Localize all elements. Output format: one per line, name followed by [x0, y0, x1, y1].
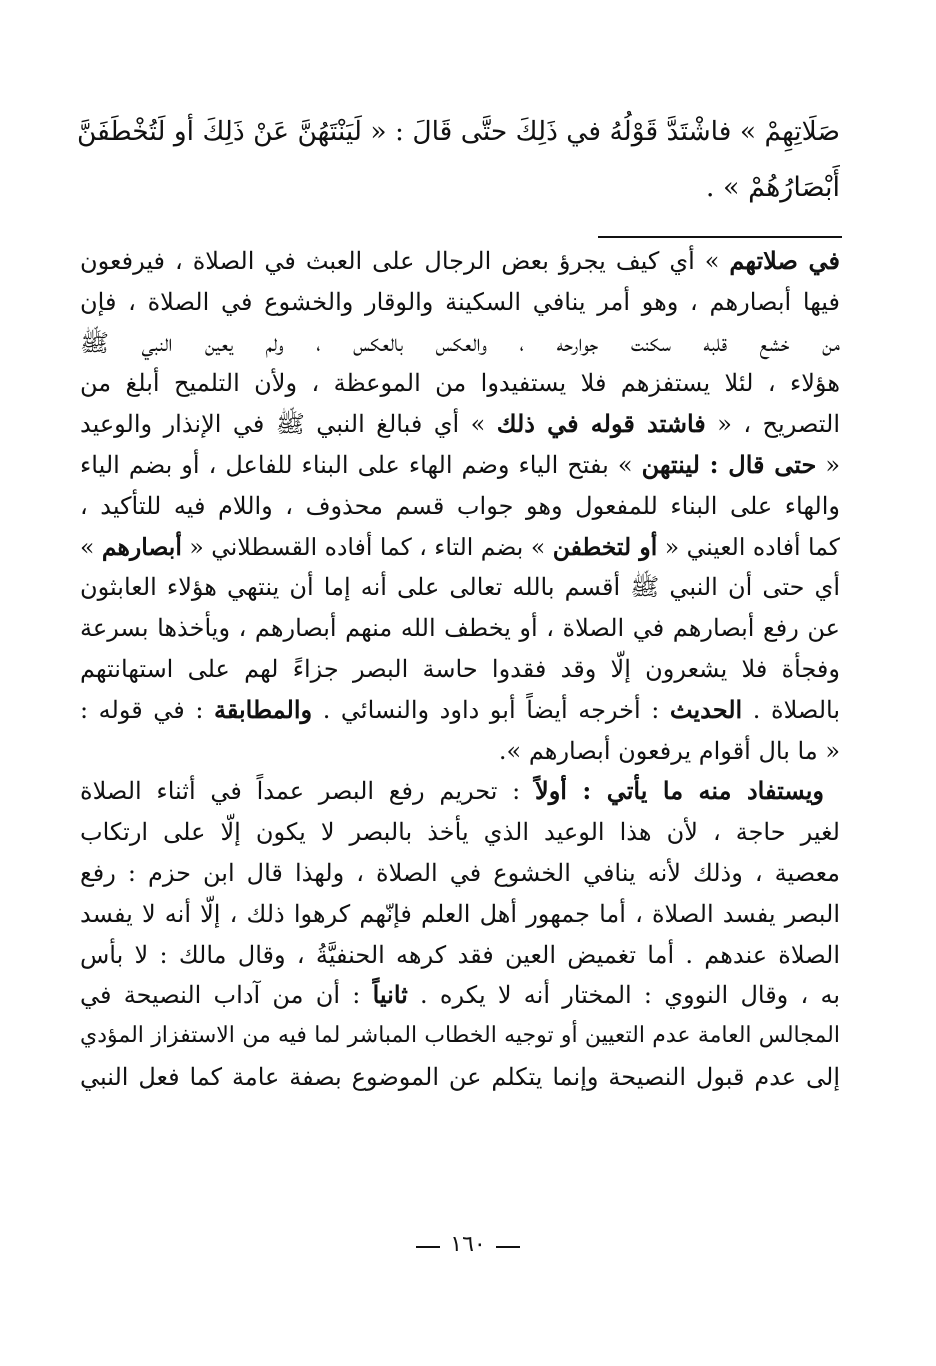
text-line: [80, 486, 840, 527]
text-line: [80, 527, 840, 568]
text-line: [80, 812, 840, 853]
section-divider: [598, 236, 842, 238]
text-segment: : أن من آداب النصيحة في: [80, 981, 373, 1010]
text-segment: البصر يفسد الصلاة ، أما جمهور أهل العلم فإنّهم كرهوا ذلك ، إلّا أنه لا يفسد: [80, 899, 840, 928]
text-line: [80, 731, 840, 772]
text-line: [80, 1057, 840, 1098]
text-segment: لغير حاجة ، لأن هذا الوعيد الذي يأخذ بالبصر لا يكون إلّا على ارتكاب: [80, 818, 840, 847]
text-line: [80, 608, 840, 649]
text-line: [80, 241, 840, 282]
text-segment: التصريح ، «: [705, 410, 840, 439]
text-line: [80, 1016, 840, 1057]
text-segment: » أي فبالغ النبي ﷺ في الإنذار والوعيد: [80, 410, 497, 439]
hadith-line: أَبْصَارُهُمْ » .: [705, 172, 840, 203]
bold-term: ويستفاد منه ما يأتي : أولاً: [535, 776, 825, 806]
text-line: [80, 445, 840, 486]
page-number: ١٦٠: [450, 1232, 486, 1257]
text-segment: فيها أبصارهم ، وهو أمر ينافي السكينة والوقار والخشوع في الصلاة ، فإن: [80, 287, 840, 316]
bold-term: فاشتد قوله في ذلك: [496, 409, 706, 439]
text-line: [80, 894, 840, 935]
hadith-text: [70, 104, 840, 216]
text-segment: عن رفع أبصارهم في الصلاة ، أو يخطف الله منهم أبصارهم ، ويأخذها بسرعة: [80, 614, 840, 643]
text-segment: كما أفاده العيني «: [657, 532, 840, 561]
text-segment: المجالس العامة عدم التعيين أو توجيه الخطاب المباشر لما فيه من الاستفزاز المؤدي: [80, 1023, 840, 1049]
bold-term: ثانياً: [372, 980, 408, 1010]
text-line: [80, 975, 840, 1016]
footer-dash: [416, 1246, 440, 1248]
text-segment: أي حتى أن النبي ﷺ أقسم بالله تعالى على أنه إما أن ينتهي هؤلاء العابثون: [80, 573, 840, 602]
text-segment: «: [816, 450, 840, 479]
text-segment: من خشع قلبه سكنت جوارحه ، والعكس بالعكس ، ولم يعين النبي ﷺ: [80, 328, 840, 357]
text-segment: » أي كيف يجرؤ بعض الرجال على العبث في الصلاة ، فيرفعون: [80, 247, 730, 275]
text-segment: » بضم التاء ، كما أفاده القسطلاني «: [181, 532, 553, 561]
text-segment: وفجأة فلا يشعرون إلّا وقد فقدوا حاسة البصر جزاءً لهم على استهانتهم: [80, 654, 840, 683]
page-footer: [0, 1230, 936, 1260]
text-line: [80, 649, 840, 690]
text-segment: الصلاة عندهم . أما تغميض العين فقد كرهه الحنفيَّةُ ، وقال مالك : لا بأس: [80, 940, 840, 969]
text-segment: هؤلاء ، لئلا يستفزهم فلا يستفيدوا من الموعظة ، ولأن التلميح أبلغ من: [80, 369, 840, 398]
text-segment: معصية ، وذلك لأنه ينافي الخشوع في الصلاة ، ولهذا قال ابن حزم : رفع: [80, 858, 840, 887]
text-line: [80, 282, 840, 323]
footer-dash: [496, 1246, 520, 1248]
bold-term: والمطابقة: [213, 694, 313, 724]
text-segment: » بفتح الياء وضم الهاء على البناء للفاعل ، أو بضم الياء: [80, 450, 642, 479]
text-line: [80, 771, 840, 812]
text-segment: »: [80, 532, 102, 561]
bold-term: الحديث: [669, 694, 743, 724]
text-line: [80, 323, 840, 364]
bold-term: أبصارهم: [101, 532, 182, 561]
bold-term: حتى قال : لينتهن: [641, 449, 817, 479]
text-segment: : أخرجه أيضاً أبو داود والنسائي .: [312, 695, 670, 724]
text-line: [80, 853, 840, 894]
text-line: [80, 690, 840, 731]
text-segment: والهاء على البناء للمفعول وهو جواب قسم محذوف ، واللام فيه للتأكيد ،: [80, 491, 840, 520]
text-segment: : تحريم رفع البصر عمداً في أثناء الصلاة: [80, 777, 535, 806]
text-segment: بالصلاة .: [742, 695, 840, 724]
text-line: [80, 567, 840, 608]
hadith-line: صَلَاتِهِمْ » فاشْتَدَّ قَوْلُهُ في ذَلِكَ حتَّى قَالَ : « لَيَنْتَهُنَّ عَنْ ذَلِكَ أو لَتُخْطَفَنَّ: [76, 116, 840, 147]
commentary-text: [80, 241, 840, 1098]
text-segment: « ما بال أقوام يرفعون أبصارهم ».: [498, 736, 840, 765]
text-line: [80, 363, 840, 404]
text-segment: به ، وقال النووي : المختار أنه لا يكره .: [407, 981, 840, 1010]
text-line: [80, 404, 840, 445]
text-segment: : في قوله :: [80, 695, 214, 724]
text-segment: إلى عدم قبول النصيحة وإنما يتكلم عن الموضوع بصفة عامة كما فعل النبي: [80, 1062, 840, 1091]
text-line: [80, 935, 840, 976]
bold-term: أو لتخطفن: [552, 532, 658, 561]
bold-term: في صلاتهم: [729, 246, 840, 275]
